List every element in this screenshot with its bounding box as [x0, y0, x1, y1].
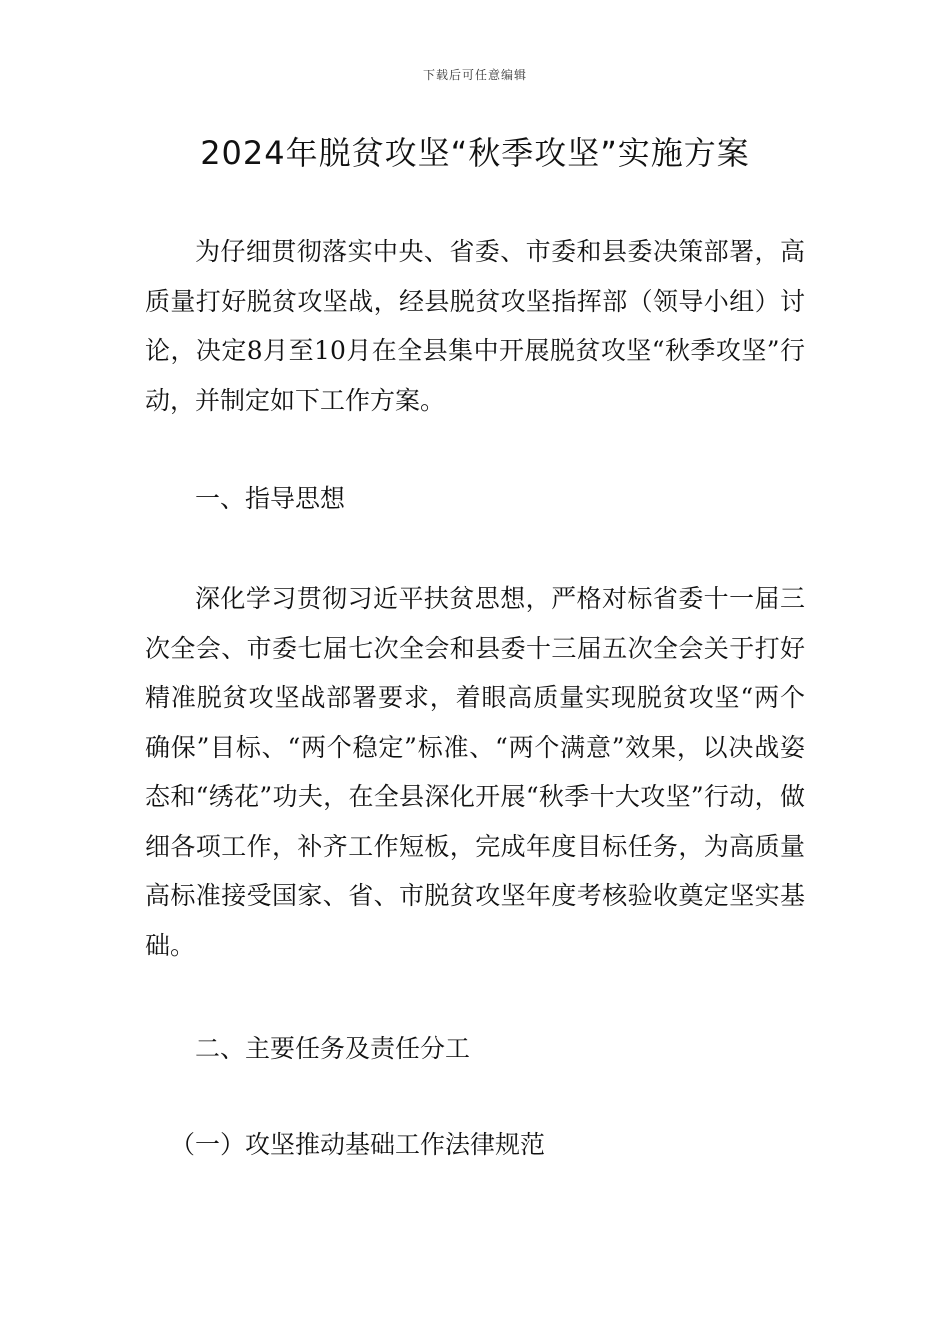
- document-title: 2024年脱贫攻坚“秋季攻坚”实施方案: [200, 134, 750, 172]
- subsection-heading-basic-work: （一）攻坚推动基础工作法律规范: [170, 1130, 546, 1159]
- section-heading-main-tasks: 二、主要任务及责任分工: [195, 1034, 471, 1063]
- guiding-ideology-paragraph: 深化学习贯彻习近平扶贫思想，严格对标省委十一届三次全会、市委七届七次全会和县委十三届五次全会关于打好精准脱贫攻坚战部署要求，着眼高质量实现脱贫攻坚“两个确保”目标、“两个稳定”标准、“两个满意”效果，以决战姿态和“绣花”功夫，在全县深化开展“秋季十大攻坚”行动，做细各项工作，补齐工作短板，完成年度目标任务，为高质量高标准接受国家、省、市脱贫攻坚年度考核验收奠定坚实基础。: [145, 584, 805, 960]
- header-note: 下载后可任意编辑: [422, 68, 527, 82]
- intro-paragraph: 为仔细贯彻落实中央、省委、市委和县委决策部署，高质量打好脱贫攻坚战，经县脱贫攻坚指挥部（领导小组）讨论，决定8月至10月在全县集中开展脱贫攻坚“秋季攻坚”行动，并制定如下工作方案。: [145, 237, 805, 415]
- section-heading-guiding-ideology: 一、指导思想: [195, 484, 346, 513]
